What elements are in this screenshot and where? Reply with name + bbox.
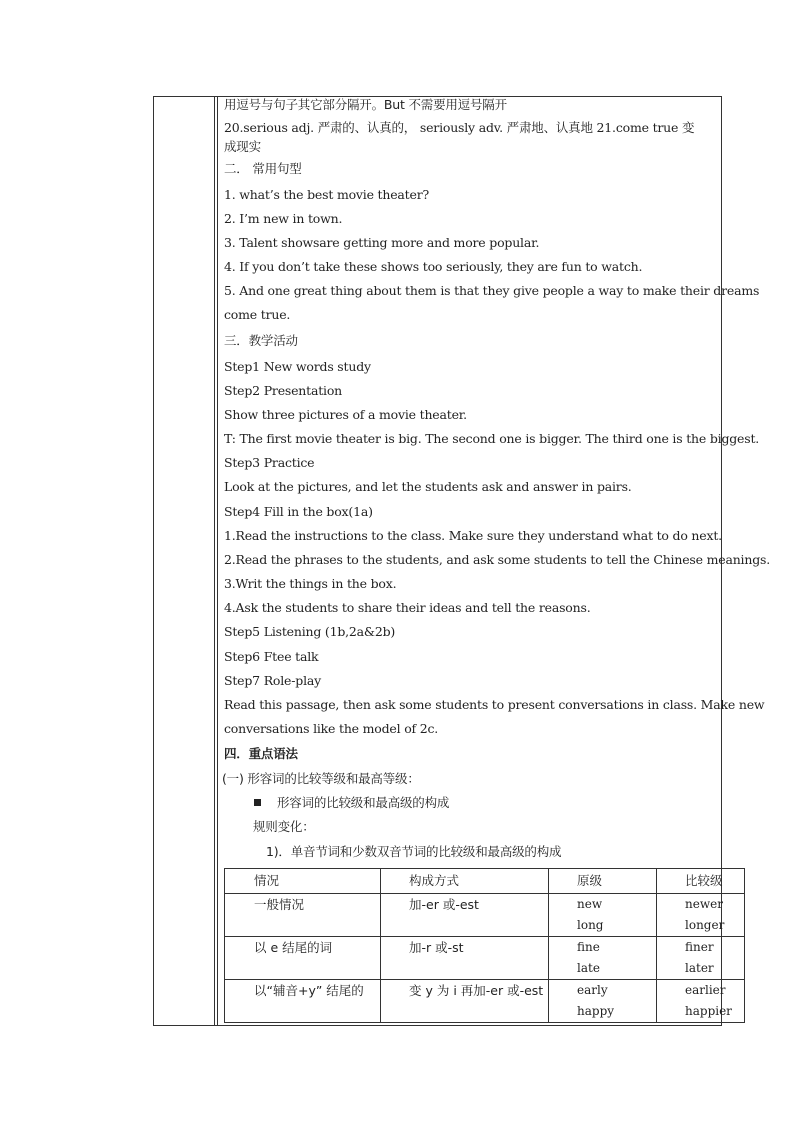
table-cell: 变 y 为 i 再加-er 或-est [381,980,549,1023]
text-line: T: The first movie theater is big. The second one is bigger. The third one is the biggest. [224,431,760,446]
table-cell: early happy [549,980,657,1023]
text-line: Step6 Ftee talk [224,649,319,664]
section-heading: 三．教学活动 [224,333,298,348]
section-heading: 四．重点语法 [224,746,298,761]
text-line: 4. If you don’t take these shows too seriously, they are fun to watch. [224,259,643,274]
table-cell: 加-r 或-st [381,937,549,980]
table-header-row [225,869,745,894]
text-line: 1. what’s the best movie theater? [224,187,429,202]
subsection-heading: (一) 形容词的比较等级和最高等级： [222,771,420,786]
bullet-label: 形容词的比较级和最高级的构成 [277,795,450,810]
text-line: Step1 New words study [224,359,371,374]
text-line: come true. [224,307,291,322]
table-cell: 一般情况 [225,894,381,937]
text-line: 规则变化： [253,819,315,834]
text-line: Read this passage, then ask some students to present conversations in class. Make new [224,697,765,712]
table-header: 情况 [225,869,381,894]
table-cell: 加-er 或-est [381,894,549,937]
text-line: Step4 Fill in the box(1a) [224,504,373,519]
table-cell: earlier happier [657,980,745,1023]
table-cell: fine late [549,937,657,980]
table-header: 构成方式 [381,869,549,894]
text-line: Look at the pictures, and let the students ask and answer in pairs. [224,479,632,494]
text-line: 5. And one great thing about them is that they give people a way to make their dreams [224,283,760,298]
text-line: Step5 Listening (1b,2a&2b) [224,624,396,639]
table-cell: new long [549,894,657,937]
text-line: Show three pictures of a movie theater. [224,407,467,422]
text-line: 3. Talent showsare getting more and more popular. [224,235,540,250]
section-heading: 二． 常用句型 [224,161,302,176]
text-line: 2.Read the phrases to the students, and ask some students to tell the Chinese meanings. [224,552,770,567]
text-line: 4.Ask the students to share their ideas and tell the reasons. [224,600,591,615]
table-cell: finer later [657,937,745,980]
text-line: 成现实 [224,139,261,154]
text-line: 用逗号与句子其它部分隔开。But 不需要用逗号隔开 [224,97,507,112]
table-row [225,894,745,937]
table-cell: 以 e 结尾的词 [225,937,381,980]
table-row [225,980,745,1023]
text-line: 1)．单音节词和少数双音节词的比较级和最高级的构成 [266,844,562,859]
text-line: Step7 Role-play [224,673,321,688]
text-line: conversations like the model of 2c. [224,721,439,736]
table-header: 比较级 [657,869,745,894]
comparison-table [224,868,745,1023]
text-line: Step3 Practice [224,455,315,470]
text-line: 1.Read the instructions to the class. Make sure they understand what to do next. [224,528,722,543]
table-cell: newer longer [657,894,745,937]
text-line: 3.Writ the things in the box. [224,576,397,591]
table-cell: 以“辅音+y” 结尾的 [225,980,381,1023]
text-line: Step2 Presentation [224,383,343,398]
table-row [225,937,745,980]
text-line: 20.serious adj. 严肃的、认真的， seriously adv. 严肃地、认真地 21.come true 变 [224,120,695,135]
table-header: 原级 [549,869,657,894]
text-line: 2. I’m new in town. [224,211,343,226]
